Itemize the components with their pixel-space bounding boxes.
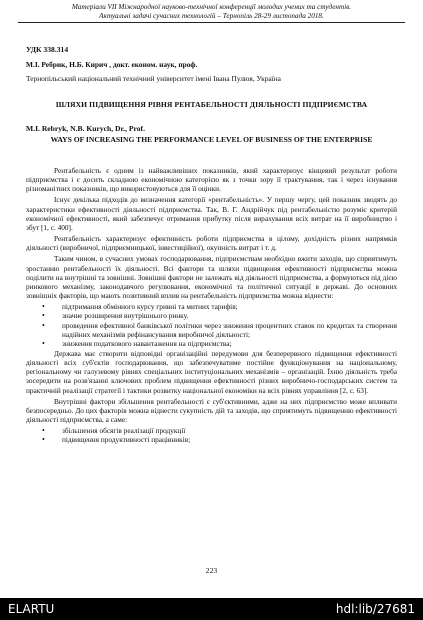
running-header (18, 3, 405, 23)
list-item: • підтримання обмінного курсу гривні та митних тарифів; (62, 302, 397, 311)
handle-id: hdl:lib/27681 (335, 602, 415, 616)
header-line-1: Матеріали VІІ Міжнародної науково-технічної конференції молодих учених та студентів. (71, 3, 352, 11)
udk-code: УДК 338.314 (26, 45, 69, 54)
list-item: • зниження податкового навантаження на підприємства; (62, 339, 397, 348)
paragraph: Держава має створити відповідні організаційні передумови для безперервного підвищення ефективності діяльності всіх суб'єктів господарювання, що забезпечуватиме постійне функціонування на національному, регіональному чи галузевому рівнях спеціальних інституціональних механізмів – організацій. Їхню діяльність треба зосередити на розв'язанні ключових проблем підвищення ефективності різних виробничо-господарських систем та практичній реалізації стратегії і тактики розвитку національної економіки на всіх рівнях управління [2, с. 63]. (26, 348, 397, 395)
article-body (26, 166, 397, 446)
list-item: • підвищення продуктивності працівників; (62, 435, 397, 444)
paragraph: Рентабельність характеризує ефективність роботи підприємства в цілому, дохідність різних напрямків діяльності (виробничої, підприємницької, інвестиційної), окупність витрат і т. д. (26, 234, 397, 253)
authors-en: M.I. Rebryk, N.B. Kurych, Dr., Prof. (26, 124, 145, 133)
internal-factors-list (26, 426, 397, 444)
title-ua: ШЛЯХИ ПІДВИЩЕННЯ РІВНЯ РЕНТАБЕЛЬНОСТІ ДІЯЛЬНОСТІ ПІДПРИЄМСТВА (55, 100, 368, 109)
repository-name: ELARTU (8, 602, 55, 616)
title-en: WAYS OF INCREASING THE PERFORMANCE LEVEL OF BUSINESS OF THE ENTERPRISE (50, 135, 373, 144)
paragraph: Існує декілька підходів до визначення категорії «рентабельність». У першу чергу, цей показник зводять до характеристики ефективності діяльності підприємства. Так, В. Г. Андрійчук під рентабельністю розуміє критерій економічної ефективності, який забезпечує отримання прибутку після вирахування всіх витрат на її виробництво і збут [1, с. 400]. (26, 195, 397, 232)
footer-bar (0, 598, 423, 620)
paragraph: Рентабельність є одним із найважливіших показників, який характеризує кінцевий результат роботи підприємства і є досить складною економічною категорією як з точки зору її трактування, так і через існування різноманітних показників, що використовуються для її оцінки. (26, 166, 397, 194)
paragraph: Внутрішні фактори збільшення рентабельності є суб'єктивними, адже на них підприємство може впливати безпосередньо. До цих факторів можна віднести сукупність дій та заходів, що сприятимуть підвищенню ефективності діяльності підприємства, а саме: (26, 396, 397, 425)
list-item: • значне розширення внутрішнього ринку. (62, 311, 397, 320)
affiliation: Тернопільський національний технічний університет імені Івана Пулюя, Україна (26, 74, 281, 83)
external-factors-list (26, 302, 397, 348)
authors-ua: М.І. Ребрик, Н.Б. Кирич , докт. економ. наук, проф. (26, 60, 198, 69)
list-item: • проведення ефективної банківської політики через зниження процентних ставок по кредитах та створення надійних механізмів рефінансування виробничої діяльності; (62, 321, 397, 339)
page-number: 223 (205, 566, 218, 575)
list-item: • збільшення обсягів реалізації продукції (62, 426, 397, 435)
paragraph: Таким чином, в сучасних умовах господарювання, підприємствам необхідно вжити заходів, що сприятимуть зростанню рентабельності їх діяльності. Всі фактори та шляхи підвищення ефективності підприємства можна поділити на внутрішні та зовнішні. Зовнішні фактори не залежать від діяльності підприємства, а формуються під дією ринкового механізму, законодавчого регулювання, економічної та політичної ситуації в державі. До основних зовнішніх факторів, що мають позитивний вплив на рентабельність підприємства можна віднести: (26, 254, 397, 301)
header-line-2: Актуальні задачі сучасних технологій – Тернопіль 28-29 листопада 2018. (99, 12, 324, 20)
